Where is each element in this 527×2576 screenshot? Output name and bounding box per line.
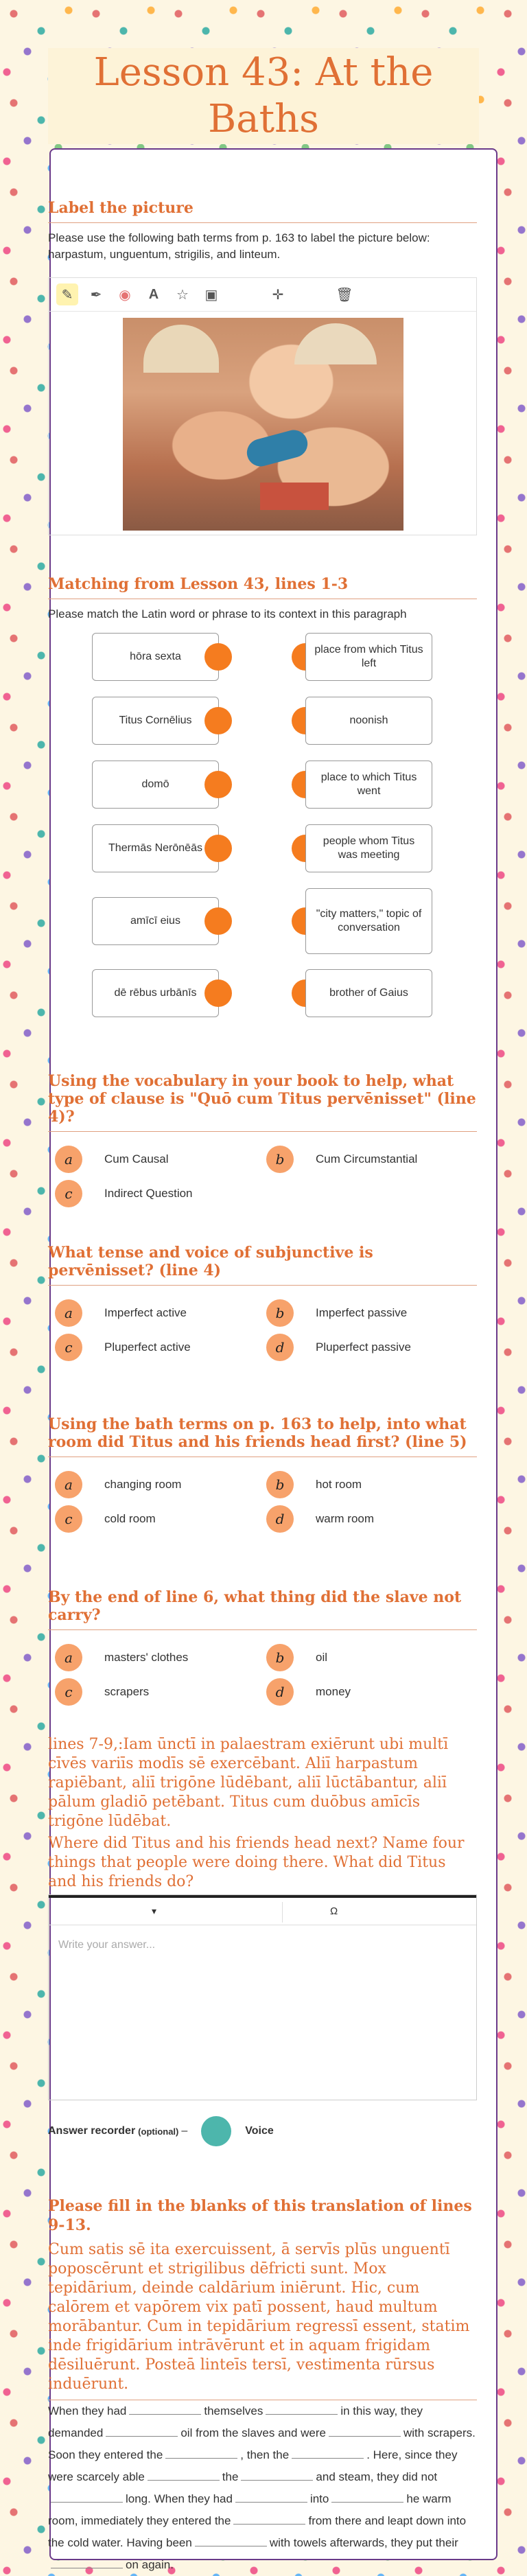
match-definition[interactable]: "city matters," topic of conversation [305,888,432,954]
latin-passage: lines 7-9,:Iam ūnctī in palaestram exiērunt ubi multī cīvēs variīs modīs sē exercēbant. Aliī harpastum rapiēbant, aliī trigōne lūdēbant, aliī lūctābantur, aliī pālum gladiō petēbant. Titus cum duōbus amīcīs trigōne lūdēbat. [48,1736,449,1830]
translation-fill [48,2400,477,2576]
recorder-label: Answer recorder [48,2125,136,2137]
painting-arch [294,323,377,364]
format-dropdown[interactable]: ▾ [152,1905,157,1916]
question-title: Using the vocabulary in your book to help, what type of clause is "Quō cum Titus pervēnisset" (line 4)? [48,1072,477,1132]
matching-area [48,633,477,1017]
translation-segment: oil from the slaves and were [180,2426,326,2439]
blank-input[interactable] [266,2400,338,2415]
option-text: Cum Circumstantial [316,1152,418,1165]
translation-segment: . Here, since they were scarcely able [48,2448,458,2483]
option-text: oil [316,1651,328,1664]
translation-segment: and steam, they did not [316,2470,438,2483]
match-definition[interactable]: people whom Titus was meeting [305,824,432,872]
option-letter: c [55,1334,82,1361]
option-letter: d [266,1505,294,1533]
answer-recorder [48,2114,477,2148]
answer-option-b[interactable] [266,1299,472,1327]
option-letter: c [55,1678,82,1706]
answer-option-b[interactable] [266,1471,472,1498]
match-connector-dot[interactable] [204,643,232,671]
answer-option-a[interactable] [55,1471,261,1498]
option-text: scrapers [104,1685,150,1698]
translation-segment: with towels afterwards, they put their [269,2536,458,2549]
translation-segment: with scrapers. Soon they entered the [48,2426,476,2461]
translation-segment: he warm room, immediately they entered the [48,2492,452,2527]
question-title: What tense and voice of subjunctive is pervēnisset? (line 4) [48,1244,477,1286]
match-term[interactable]: domō [92,761,219,809]
special-character-icon[interactable]: Ω [330,1905,338,1917]
option-letter: a [55,1471,82,1498]
match-row [48,633,477,681]
section-title: Label the picture [48,199,477,223]
latin-passage: Cum satis sē ita exercuissent, ā servīs plūs unguentī poposcērunt et strigilibus dēfricti sunt. Mox tepidārium, deinde caldārium iniērunt. Hic, cum calōrem et vapōrem vix patī possent, haud multum morābantur. Cum in tepidārium regressī essent, statim inde frigidārium intrāvērunt et in aquam frigidam dēsiluērunt. Posteā linteīs tersī, vestimenta rūrsus induērunt. [48,2240,477,2400]
translation-segment: into [309,2492,329,2505]
pencil-icon[interactable]: ✎ [56,283,78,305]
voice-label: Voice [245,2125,274,2137]
option-letter: a [55,1146,82,1173]
trash-icon[interactable]: 🗑 [336,287,353,303]
question-first-room [48,1415,477,1535]
blank-input[interactable] [51,2554,123,2568]
question-palaestra [48,1735,477,1898]
option-text: hot room [316,1478,362,1491]
option-letter: a [55,1299,82,1327]
option-letter: c [55,1180,82,1207]
blank-input[interactable] [148,2466,220,2481]
option-text: warm room [316,1512,375,1525]
option-text: Imperfect passive [316,1306,408,1319]
blank-input[interactable] [331,2488,403,2503]
blank-input[interactable] [195,2532,267,2546]
blank-input[interactable] [235,2488,307,2503]
question-slave-carry [48,1588,477,1708]
question-title: Using the bath terms on p. 163 to help, into what room did Titus and his friends head first? (line 5) [48,1415,477,1457]
blank-input[interactable] [241,2466,313,2481]
option-letter: d [266,1334,294,1361]
answer-option-c[interactable] [55,1678,261,1706]
answer-option-b[interactable] [266,1146,472,1173]
question-clause-type [48,1072,477,1210]
match-connector-dot[interactable] [204,771,232,798]
answer-textarea[interactable]: Write your answer... [58,1939,156,1951]
option-letter: d [266,1678,294,1706]
option-text: money [316,1685,351,1698]
match-row [48,697,477,745]
answer-option-a[interactable] [55,1299,261,1327]
translation-segment: in this way, they demanded [48,2404,423,2439]
match-term[interactable]: amīcī eius [92,897,219,945]
answer-option-d[interactable] [266,1334,472,1361]
answer-option-c[interactable] [55,1180,261,1207]
painting-stool [260,483,329,510]
record-button[interactable] [201,2116,231,2146]
drawing-toolbar [49,278,476,312]
blank-input[interactable] [106,2422,178,2437]
option-letter: b [266,1471,294,1498]
match-row [48,888,477,954]
section-instructions: Please use the following bath terms from p. 163 to label the picture below: harpastum, unguentum, strigilis, and linteum. [48,231,430,261]
blank-input[interactable] [233,2510,305,2525]
match-row [48,824,477,872]
translation-segment: the [222,2470,239,2483]
answer-options [48,1464,477,1535]
match-term[interactable]: Titus Cornēlius [92,697,219,745]
matching-section [48,575,477,623]
answer-options [48,1139,477,1210]
blank-input[interactable] [51,2488,123,2503]
question-title: Where did Titus and his friends head next? Name four things that people were doing there. What did Titus and his friends do? [48,1834,477,1898]
star-icon[interactable]: ☆ [176,287,189,303]
match-term[interactable]: Thermās Nerōnēās [92,824,219,872]
question-title: Please fill in the blanks of this translation of lines 9-13. [48,2197,472,2234]
option-text: masters' clothes [104,1651,189,1664]
blank-input[interactable] [165,2444,237,2459]
translation-segment: long. When they had [126,2492,233,2505]
pen-icon[interactable]: ✒ [90,287,102,303]
option-text: changing room [104,1478,182,1491]
move-icon[interactable]: ✛ [272,287,284,303]
option-letter: b [266,1644,294,1671]
translation-segment: themselves [204,2404,264,2417]
blank-input[interactable] [292,2444,364,2459]
bath-scene-painting [123,318,403,531]
answer-editor [48,1894,477,2100]
color-picker-icon[interactable]: ◉ [119,287,131,303]
match-connector-dot[interactable] [204,907,232,935]
answer-option-a[interactable] [55,1644,261,1671]
painting-arch [143,325,219,373]
option-text: Indirect Question [104,1187,193,1200]
recorder-separator: – [181,2125,188,2137]
answer-option-d[interactable] [266,1505,472,1533]
option-letter: a [55,1644,82,1671]
option-text: Pluperfect passive [316,1341,411,1354]
translation-segment: When they had [48,2404,127,2417]
painting-cloth [244,427,310,469]
answer-options [48,1637,477,1708]
option-text: Pluperfect active [104,1341,191,1354]
answer-option-a[interactable] [55,1146,261,1173]
translation-segment: on again. [126,2558,174,2571]
answer-options [48,1292,477,1364]
translation-segment: from there and leapt down into the cold water. Having been [48,2514,467,2549]
answer-option-c[interactable] [55,1334,261,1361]
option-text: Imperfect active [104,1306,187,1319]
blank-input[interactable] [329,2422,401,2437]
match-definition[interactable]: noonish [305,697,432,745]
option-text: Cum Causal [104,1152,169,1165]
section-title: Matching from Lesson 43, lines 1-3 [48,575,477,599]
match-definition[interactable]: brother of Gaius [305,969,432,1017]
match-connector-dot[interactable] [204,835,232,862]
option-letter: b [266,1146,294,1173]
editor-toolbar [49,1895,476,1925]
question-translation [48,2196,477,2576]
match-connector-dot[interactable] [204,979,232,1007]
toolbar-divider [282,1902,283,1923]
option-letter: c [55,1505,82,1533]
option-letter: b [266,1299,294,1327]
match-definition[interactable]: place from which Titus left [305,633,432,681]
question-title: By the end of line 6, what thing did the slave not carry? [48,1588,477,1630]
answer-option-c[interactable] [55,1505,261,1533]
section-instructions: Please match the Latin word or phrase to its context in this paragraph [48,607,407,620]
answer-option-b[interactable] [266,1644,472,1671]
match-term[interactable]: hōra sexta [92,633,219,681]
match-definition[interactable]: place to which Titus went [305,761,432,809]
match-term[interactable]: dē rēbus urbānīs [92,969,219,1017]
drawing-canvas[interactable] [48,277,477,535]
image-icon[interactable]: ▣ [204,287,218,303]
page-title: Lesson 43: At the Baths [93,50,434,141]
blank-input[interactable] [129,2400,201,2415]
text-icon[interactable]: A [148,286,159,302]
option-text: cold room [104,1512,156,1525]
recorder-optional-label: (optional) [138,2126,179,2137]
match-row [48,761,477,809]
match-connector-dot[interactable] [204,707,232,734]
translation-segment: , then the [240,2448,290,2461]
question-tense-voice [48,1244,477,1364]
answer-option-d[interactable] [266,1678,472,1706]
label-picture-section [48,199,477,263]
match-row [48,969,477,1017]
